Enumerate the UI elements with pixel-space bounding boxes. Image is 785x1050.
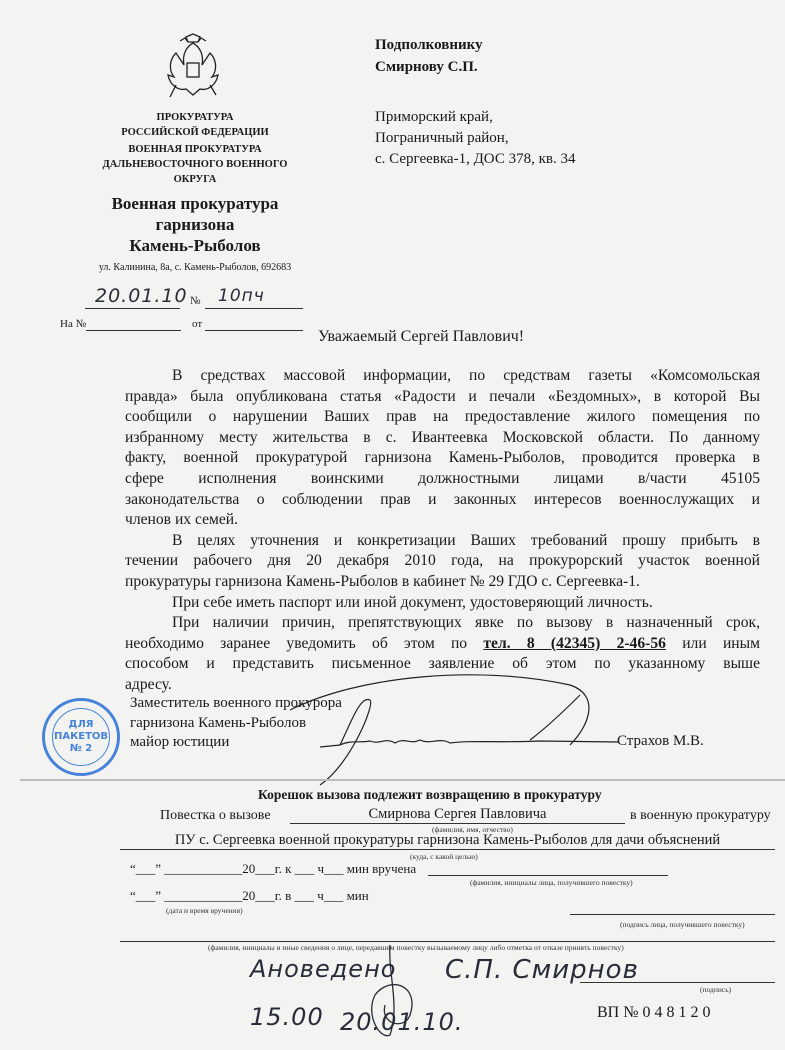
coat-of-arms-emblem (162, 33, 224, 101)
org-line: ДАЛЬНЕВОСТОЧНОГО ВОЕННОГО (102, 159, 288, 170)
body-line: адресу. (125, 675, 172, 693)
summons-label: Повестка о вызове (160, 808, 271, 823)
ref-label: На № (60, 318, 87, 330)
handwritten-notice: Ановедено (250, 955, 397, 983)
caption: (дата и время вручения) (166, 906, 243, 915)
stamp-text: № 2 (69, 743, 93, 754)
caption: (подпись лица, получившего повестку) (620, 920, 745, 929)
body-text: или иным (682, 634, 760, 652)
signatory-line: гарнизона Камень-Рыболов (130, 714, 307, 731)
body-line: сообщили о нарушении Ваших прав на предоставление жилого помещения по (125, 408, 760, 426)
caption: (фамилия, имя, отчество) (432, 825, 513, 834)
stamp-text: ДЛЯ (68, 719, 94, 730)
stamp (42, 698, 120, 776)
stamp-text: ПАКЕТОВ (53, 731, 109, 742)
letter-body (125, 366, 760, 696)
summons-name: Смирнова Сергея Павловича (290, 806, 625, 824)
body-text: необходимо заранее уведомить об этом по (125, 634, 468, 652)
org-line: ПРОКУРАТУРА (156, 112, 234, 123)
body-line: способом и представить письменное заявление об этом по указанному выше (125, 655, 760, 673)
body-line: прокуратуры гарнизона Камень-Рыболов в кабинет № 29 ГДО с. Сергеевка-1. (125, 572, 640, 590)
body-line: течении рабочего дня 20 декабря 2010 года, на прокурорский участок военной (125, 552, 760, 570)
body-line: сфере исполнения воинскими должностными лицами в/части 45105 (125, 469, 760, 487)
org-line: РОССИЙСКОЙ ФЕДЕРАЦИИ (121, 127, 269, 138)
stub-title: Корешок вызова подлежит возвращению в прокуратуру (258, 787, 602, 802)
org-line: ОКРУГА (173, 174, 217, 185)
caption: (куда, с какой целью) (410, 852, 478, 861)
body-line: законодательства о соблюдении прав и законных интересов военнослужащих и (125, 490, 760, 508)
org-line: ВОЕННАЯ ПРОКУРАТУРА (128, 144, 262, 155)
handwritten-name: С.П. Смирнов (445, 955, 639, 985)
caption: (фамилия, инициалы и иные сведения о лице, передавшем повестку вызываемому лицу либо отметка от отказе принять повестку) (208, 943, 624, 952)
letterhead (85, 110, 305, 273)
body-line: избранному месту жительства в с. Ивантеевка Московской области. По данному (125, 428, 760, 446)
number-label: № (190, 295, 201, 307)
handwritten-time: 15.00 (250, 1003, 324, 1031)
signature (280, 665, 620, 790)
recipient-name: Смирнову С.П. (375, 59, 478, 75)
caption: (фамилия, инициалы лица, получившего повестку) (470, 878, 633, 887)
letter-date: 20.01.10 (95, 285, 188, 307)
body-line: При наличии причин, препятствующих явке по вызову в назначенный срок, (172, 614, 760, 632)
office-address: ул. Калинина, 8а, с. Камень-Рыболов, 692683 (98, 262, 292, 273)
signatory-line: Заместитель военного прокурора (130, 695, 342, 711)
phone-number: тел. 8 (42345) 2-46-56 (483, 634, 666, 652)
signatory-name: Страхов М.В. (617, 733, 704, 749)
office-line: Камень-Рыболов (129, 236, 261, 255)
body-line: В средствах массовой информации, по средствам газеты «Комсомольская (172, 367, 760, 384)
form-number: ВП № 0 4 8 1 2 0 (597, 1004, 711, 1021)
body-line: В целях уточнения и конкретизации Ваших требований прошу прибыть в (172, 531, 760, 549)
body-line: факту, военной прокуратурой гарнизона Камень-Рыболов, проводится проверка в (125, 449, 760, 467)
recipient-rank: Подполковнику (375, 37, 483, 53)
recipient-address (375, 107, 575, 170)
address-line: Пограничный район, (375, 130, 509, 146)
summons-purpose: ПУ с. Сергеевка военной прокуратуры гарнизона Камень-Рыболов для дачи объяснений (120, 832, 775, 850)
tear-line (20, 779, 785, 781)
letter-number: 10пч (218, 286, 265, 306)
address-line: Приморский край, (375, 109, 493, 125)
ref-from-label: от (192, 318, 203, 330)
address-line: с. Сергеевка-1, ДОС 378, кв. 34 (375, 151, 576, 167)
signatory-line: майор юстиции (130, 734, 230, 750)
recipient (375, 34, 483, 78)
body-line: При себе иметь паспорт или иной документ, удостоверяющий личность. (172, 593, 653, 611)
summons-to: в военную прокуратуру (630, 808, 771, 823)
body-line: членов их семей. (125, 511, 239, 529)
body-line: правда» была опубликована статья «Радости и печали «Бездомных», в которой Вы (125, 387, 760, 405)
office-line: гарнизона (155, 215, 235, 234)
handwritten-date: 20.01.10. (340, 1008, 464, 1036)
caption: (подпись) (700, 985, 732, 994)
salutation: Уважаемый Сергей Павлович! (318, 328, 525, 345)
delivery-row: “___” ____________20___г. в ___ ч___ мин (130, 888, 369, 903)
body-line (125, 634, 760, 655)
delivery-row: “___” ____________20___г. к ___ ч___ мин вручена (130, 861, 417, 876)
office-line: Военная прокуратура (111, 194, 279, 213)
